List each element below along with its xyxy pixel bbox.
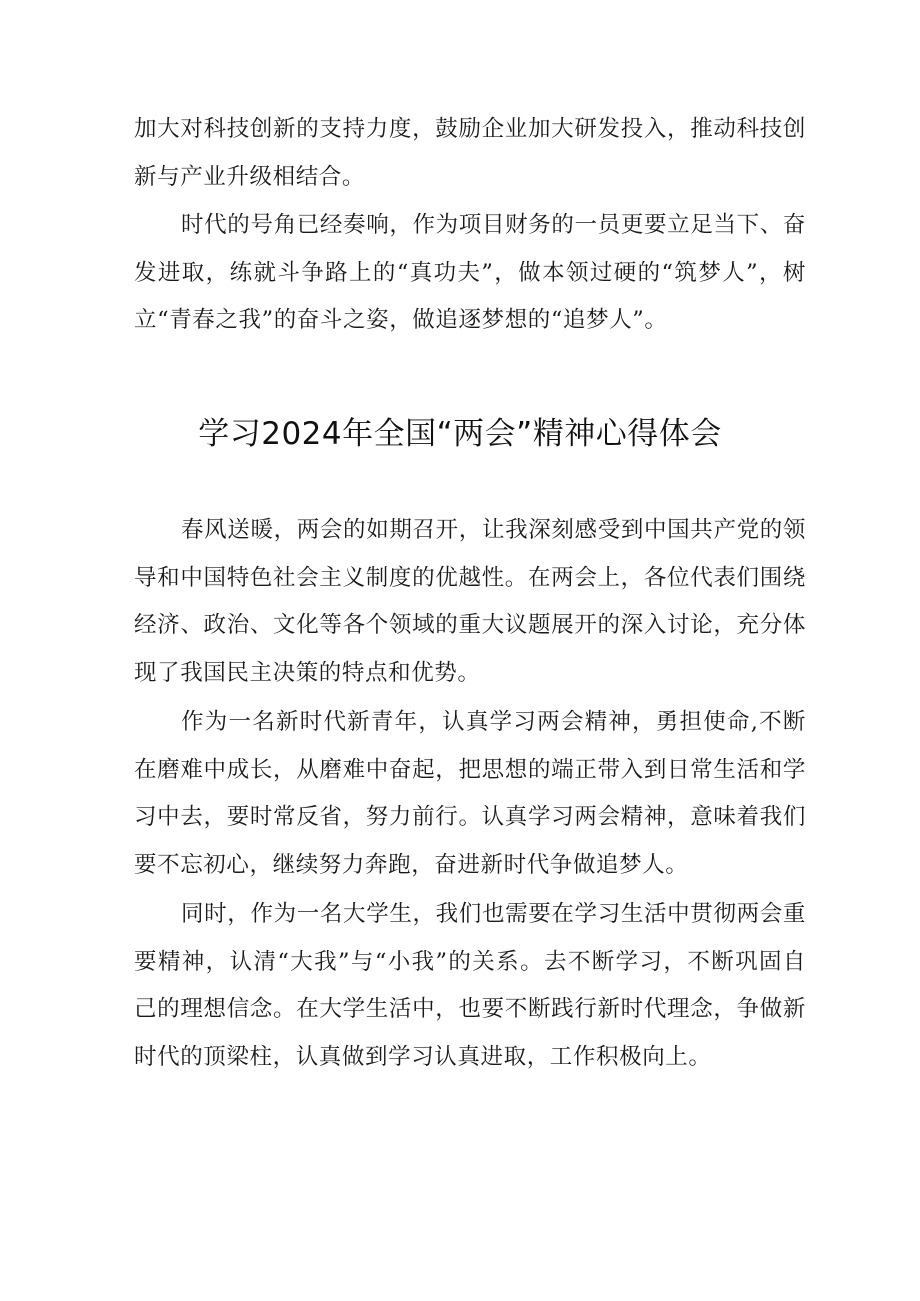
article-paragraph-2: 作为一名新时代新青年，认真学习两会精神，勇担使命,不断在磨难中成长，从磨难中奋起，把思想的端正带入到日常生活和学习中去，要时常反省，努力前行。认真学习两会精神，意味着我们要不忘初心，继续努力奔跑，奋进新时代争做追梦人。 [134,709,806,879]
article-paragraph-1: 春风送暖，两会的如期召开，让我深刻感受到中国共产党的领导和中国特色社会主义制度的优越性。在两会上，各位代表们围绕经济、政治、文化等各个领域的重大议题展开的深入讨论，充分体现了我国民主决策的特点和优势。 [134,517,806,687]
continuation-paragraph-1: 加大对科技创新的支持力度，鼓励企业加大研发投入，推动科技创新与产业升级相结合。 [134,116,806,190]
article-title: 学习2024年全国“两会”精神心得体会 [198,416,722,452]
continuation-paragraph-2: 时代的号角已经奏响，作为项目财务的一员更要立足当下、奋发进取，练就斗争路上的“真功夫”，做本领过硬的“筑梦人”，树立“青春之我”的奋斗之姿，做追逐梦想的“追梦人”。 [134,212,806,334]
article-paragraph-3: 同时，作为一名大学生，我们也需要在学习生活中贯彻两会重要精神，认清“大我”与“小我”的关系。去不断学习，不断巩固自己的理想信念。在大学生活中，也要不断践行新时代理念，争做新时代的顶梁柱，认真做到学习认真进取，工作积极向上。 [134,901,806,1071]
